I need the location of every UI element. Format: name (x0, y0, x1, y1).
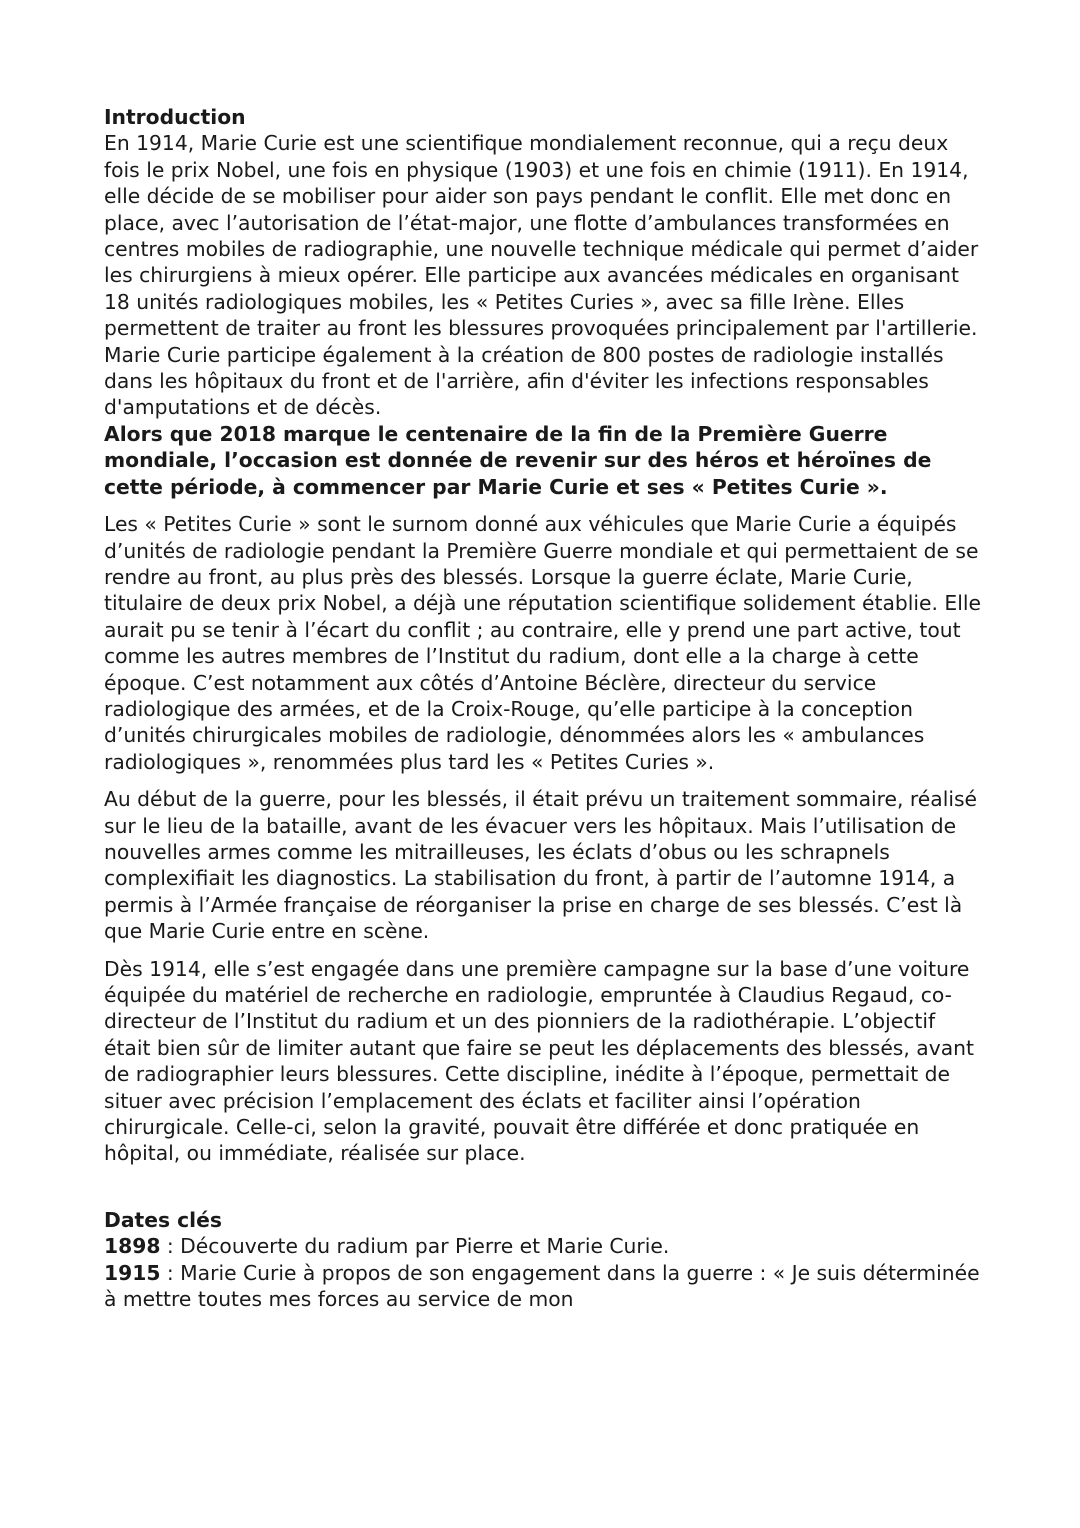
introduction-section (104, 104, 984, 500)
document-page (104, 104, 984, 1312)
date-item-1915 (104, 1260, 984, 1313)
date-year: 1898 (104, 1234, 161, 1259)
dates-section (104, 1207, 984, 1313)
body-paragraph-debut-guerre: Au début de la guerre, pour les blessés, il était prévu un traitement sommaire, réalisé sur le lieu de la bataille, avant de les évacuer vers les hôpitaux. Mais l’utilisation de nouvelles armes comme les mitrailleuses, les éclats d’obus ou les schrapnels complexifiait les diagnostics. La stabilisation du front, à partir de l’automne 1914, a permis à l’Armée française de réorganiser la prise en charge de ses blessés. C’est là que Marie Curie entre en scène. (104, 787, 978, 944)
body-paragraph-petites-curie: Les « Petites Curie » sont le surnom donné aux véhicules que Marie Curie a équipés d’unités de radiologie pendant la Première Guerre mondiale et qui permettaient de se rendre au front, au plus près des blessés. Lorsque la guerre éclate, Marie Curie, titulaire de deux prix Nobel, a déjà une réputation scientifique solidement établie. Elle aurait pu se tenir à l’écart du conflit ; au contraire, elle y prend une part active, tout comme les autres membres de l’Institut du radium, dont elle a la charge à cette époque. C’est notamment aux côtés d’Antoine Béclère, directeur du service radiologique des armées, et de la Croix-Rouge, qu’elle participe à la conception d’unités chirurgicales mobiles de radiologie, dénommées alors les « ambulances radiologiques », renommées plus tard les « Petites Curies ». (104, 512, 981, 774)
lead-paragraph: Alors que 2018 marque le centenaire de la fin de la Première Guerre mondiale, l’occasion est donnée de revenir sur des héros et héroïnes de cette période, à commencer par Marie Curie et ses « Petites Curie ». (104, 421, 932, 499)
introduction-heading: Introduction (104, 105, 246, 129)
date-item-1898 (104, 1233, 984, 1259)
date-text: : Marie Curie à propos de son engagement dans la guerre : « Je suis déterminée à mettre toutes mes forces au service de mon (104, 1260, 980, 1312)
body-paragraph-campagne-1914: Dès 1914, elle s’est engagée dans une première campagne sur la base d’une voiture équipée du matériel de recherche en radiologie, empruntée à Claudius Regaud, co-directeur de l’Institut du radium et un des pionniers de la radiothérapie. L’objectif était bien sûr de limiter autant que faire se peut les déplacements des blessés, avant de radiographier leurs blessures. Cette discipline, inédite à l’époque, permettait de situer avec précision l’emplacement des éclats et faciliter ainsi l’opération chirurgicale. Celle-ci, selon la gravité, pouvait être différée et donc pratiquée en hôpital, ou immédiate, réalisée sur place. (104, 956, 974, 1166)
body-section (104, 511, 984, 1167)
introduction-paragraph: En 1914, Marie Curie est une scientifique mondialement reconnue, qui a reçu deux fois le prix Nobel, une fois en physique (1903) et une fois en chimie (1911). En 1914, elle décide de se mobiliser pour aider son pays pendant le conflit. Elle met donc en place, avec l’autorisation de l’état-major, une flotte d’ambulances transformées en centres mobiles de radiographie, une nouvelle technique médicale qui permet d’aider les chirurgiens à mieux opérer. Elle participe aux avancées médicales en organisant 18 unités radiologiques mobiles, les « Petites Curies », avec sa fille Irène. Elles permettent de traiter au front les blessures provoquées principalement par l'artillerie. Marie Curie participe également à la création de 800 postes de radiologie installés dans les hôpitaux du front et de l'arrière, afin d'éviter les infections responsables d'amputations et de décès. (104, 131, 979, 420)
date-year: 1915 (104, 1260, 161, 1285)
section-spacer (104, 1167, 984, 1207)
dates-heading: Dates clés (104, 1207, 222, 1232)
date-text: : Découverte du radium par Pierre et Marie Curie. (160, 1234, 670, 1259)
